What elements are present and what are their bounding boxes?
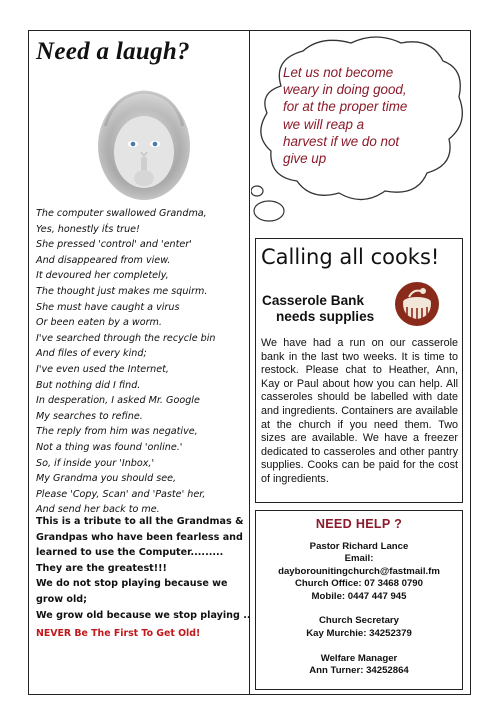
left-column (36, 38, 251, 639)
secretary-contact: Kay Murchie: 34252379 (306, 627, 412, 639)
thought-bubble-large (254, 201, 284, 221)
tribute-line: This is a tribute to all the Grandmas & (36, 516, 244, 527)
church-office-phone: Church Office: 07 3468 0790 (295, 578, 423, 590)
scripture-quote (283, 64, 463, 167)
casserole-pot-icon (393, 281, 441, 327)
tribute-line: grow old; (36, 593, 87, 605)
tribute-line: They are the greatest!!! (36, 562, 167, 574)
secretary-label: Church Secretary (319, 615, 399, 627)
poem-line: The computer swallowed Grandma, (36, 208, 207, 219)
tribute-text (36, 514, 251, 623)
poem-line: My Grandma you should see, (36, 473, 177, 485)
thought-bubble-small (251, 186, 263, 196)
poem-line: And send her back to me. (36, 504, 160, 516)
poem-line: In desperation, I asked Mr. Google (36, 395, 200, 407)
help-box (255, 510, 463, 690)
poem-line: Not a thing was found 'online.' (36, 441, 183, 453)
poem-line: And disappeared from view. (36, 254, 171, 266)
poem-line: I've even used the Internet, (36, 363, 169, 375)
quote-line: weary in doing good, (283, 82, 407, 98)
poem-line: I've searched through the recycle bin (36, 332, 216, 344)
tribute-line: We do not stop playing because we (36, 578, 228, 590)
help-title: NEED HELP ? (315, 517, 403, 531)
poem-line: And files of every kind; (36, 348, 147, 360)
quote-line: harvest if we do not (283, 133, 400, 149)
quote-line: give up (283, 151, 327, 167)
pastor-name: Pastor Richard Lance (309, 541, 409, 552)
column-divider (249, 30, 250, 695)
poem (36, 206, 244, 518)
cooks-body-text: We have had a run on our casserole bank in the last two weeks. It is time to restock. Please chat to Heather, Ann, Kay or Paul about how you can help. All casseroles should be labelled with date and ingredients. Containers are available at the church if you need them. Two sizes are available. We have a freezer dedicated to casseroles and other pantry supplies. Cooks can be paid for the cost of ingredients. (261, 337, 458, 485)
help-contacts (256, 541, 462, 677)
cooks-title: Calling all cooks! (261, 245, 440, 269)
poem-line: It devoured her completely, (36, 270, 169, 282)
poem-line: My searches to refine. (36, 410, 143, 422)
subtitle-line: Casserole Bank (262, 293, 365, 308)
welfare-label: Welfare Manager (320, 652, 398, 664)
poem-line: Yes, honestly it́s true! (36, 223, 140, 235)
subtitle-line: needs supplies (276, 309, 375, 324)
cooks-box (255, 238, 463, 503)
child-photo (85, 86, 203, 214)
section-title-laugh: Need a laugh? (36, 38, 190, 65)
poem-line: The reply from him was negative, (36, 426, 198, 438)
poem-line: Please 'Copy, Scan' and 'Paste' her, (36, 488, 206, 500)
poem-line: Or been eaten by a worm. (36, 317, 162, 329)
poem-line: So, if inside your 'Inbox,' (36, 457, 155, 469)
mobile-phone: Mobile: 0447 447 945 (311, 590, 407, 602)
poem-line: She pressed 'control' and 'enter' (36, 239, 192, 251)
poem-line: The thought just makes me squirm. (36, 285, 208, 297)
never-old-slogan: NEVER Be The First To Get Old! (36, 628, 201, 639)
tribute-line: learned to use the Computer......... (36, 547, 224, 559)
welfare-contact: Ann Turner: 34252864 (309, 665, 409, 677)
email-link[interactable]: dayborounitingchurch@fastmail.fm (278, 565, 440, 577)
poem-line: But nothing did I find. (36, 379, 141, 391)
email-label: Email: (344, 553, 374, 565)
poem-line: She must have caught a virus (36, 301, 180, 313)
cooks-subtitle (262, 293, 374, 325)
quote-line: we will reap a (283, 116, 365, 132)
quote-line: for at the proper time (283, 99, 408, 115)
quote-line: Let us not become (283, 65, 394, 80)
tribute-line: We grow old because we stop playing .. (36, 609, 251, 621)
tribute-line: Grandpas who have been fearless and (36, 531, 243, 543)
